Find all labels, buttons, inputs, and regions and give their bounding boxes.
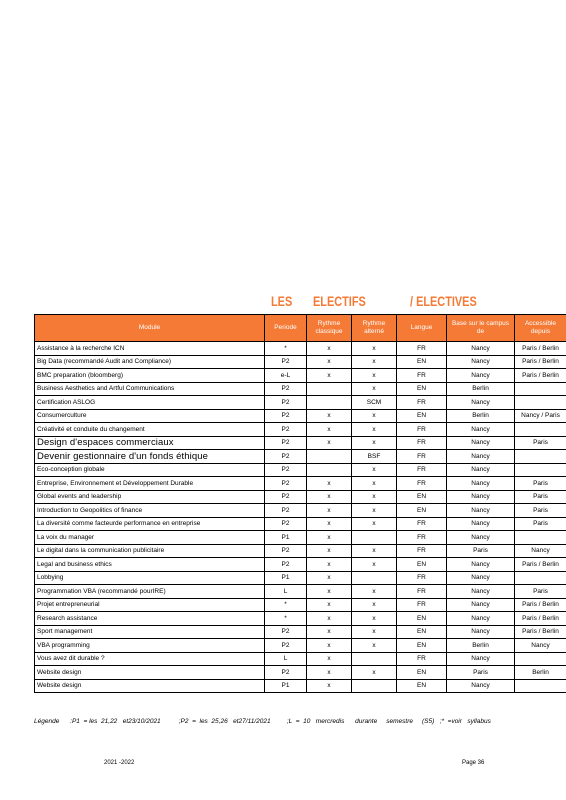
table-cell: * (265, 612, 307, 626)
table-cell: Paris (515, 477, 566, 491)
table-cell: Nancy (447, 612, 515, 626)
table-cell: Paris / Berlin (515, 625, 566, 639)
table-cell: x (307, 517, 352, 531)
table-row (35, 531, 566, 545)
table-cell: Paris (515, 585, 566, 599)
table-cell: Paris / Berlin (515, 355, 566, 369)
table-row (35, 436, 566, 450)
table-cell: x (307, 666, 352, 680)
table-cell: x (352, 598, 397, 612)
table-row (35, 598, 566, 612)
table-row (35, 342, 566, 356)
table-cell (352, 679, 397, 693)
table-cell: x (352, 342, 397, 356)
table-row (35, 666, 566, 680)
table-cell: Nancy (447, 477, 515, 491)
table-cell (515, 463, 566, 477)
table-row (35, 544, 566, 558)
table-cell (515, 652, 566, 666)
table-cell: EN (397, 409, 447, 423)
table-cell: x (307, 585, 352, 599)
table-cell: P2 (265, 450, 307, 464)
table-row (35, 679, 566, 693)
table-cell: FR (397, 450, 447, 464)
table-cell (515, 382, 566, 396)
table-cell: P2 (265, 396, 307, 410)
table-cell: L (265, 585, 307, 599)
table-cell: x (352, 625, 397, 639)
table-cell: Nancy (447, 342, 515, 356)
table-cell: FR (397, 436, 447, 450)
module-cell: Le digital dans la communication publicitaire (35, 544, 265, 558)
table-cell (352, 531, 397, 545)
table-cell: Berlin (447, 639, 515, 653)
title-part-les: LES (271, 293, 293, 309)
table-cell (352, 652, 397, 666)
table-cell: Berlin (447, 409, 515, 423)
table-cell: EN (397, 355, 447, 369)
table-cell: x (352, 436, 397, 450)
table-cell: Paris (447, 544, 515, 558)
table-cell: Nancy (447, 463, 515, 477)
module-cell: Website design (35, 666, 265, 680)
table-cell: P1 (265, 571, 307, 585)
table-cell: Nancy (447, 504, 515, 518)
table-cell (515, 679, 566, 693)
table-cell: Nancy (447, 571, 515, 585)
table-cell: x (352, 355, 397, 369)
table-cell: Nancy (515, 544, 566, 558)
table-cell: Paris (515, 504, 566, 518)
module-cell: La voix du manager (35, 531, 265, 545)
table-cell: Nancy (447, 369, 515, 383)
table-cell: x (352, 517, 397, 531)
module-cell: Eco-conception globale (35, 463, 265, 477)
table-cell: x (307, 490, 352, 504)
table-cell: x (307, 679, 352, 693)
table-cell: x (352, 639, 397, 653)
table-cell: FR (397, 423, 447, 437)
table-cell: P2 (265, 490, 307, 504)
table-row (35, 450, 566, 464)
table-cell: EN (397, 490, 447, 504)
table-cell: Paris / Berlin (515, 369, 566, 383)
table-cell (515, 396, 566, 410)
table-cell: Paris / Berlin (515, 342, 566, 356)
table-cell: EN (397, 612, 447, 626)
table-row (35, 355, 566, 369)
table-cell: x (307, 477, 352, 491)
table-cell: e-L (265, 369, 307, 383)
title-part-electives: / ELECTIVES (410, 293, 477, 309)
table-cell: Nancy (447, 490, 515, 504)
table-cell: Paris / Berlin (515, 558, 566, 572)
table-row (35, 558, 566, 572)
table-cell: x (352, 463, 397, 477)
table-cell: Nancy (447, 423, 515, 437)
module-cell: Design d'espaces commerciaux (35, 436, 265, 450)
table-cell: FR (397, 598, 447, 612)
table-cell: x (307, 531, 352, 545)
table-cell: x (352, 409, 397, 423)
table-row (35, 652, 566, 666)
column-header: Periode (265, 315, 307, 342)
column-header: Rythme classique (307, 315, 352, 342)
table-cell: FR (397, 571, 447, 585)
legend: Légende :P1 = les 21,22 et23/10/2021 ;P2 = les 25,26 et27/11/2021 ;L = 10 mercredis durante semestre (S5) ;* =voir syllabus (34, 718, 491, 725)
table-cell: FR (397, 544, 447, 558)
module-cell: Legal and business ethics (35, 558, 265, 572)
column-header: Rythme alterné (352, 315, 397, 342)
table-row (35, 423, 566, 437)
module-cell: BMC preparation (bloomberg) (35, 369, 265, 383)
table-cell (307, 382, 352, 396)
table-cell: x (352, 369, 397, 383)
table-row (35, 409, 566, 423)
table-cell (307, 450, 352, 464)
table-row (35, 477, 566, 491)
table-cell: Nancy (447, 436, 515, 450)
table-cell: Berlin (515, 666, 566, 680)
table-row (35, 612, 566, 626)
module-cell: La diversité comme facteurde performance en entreprise (35, 517, 265, 531)
module-cell: Sport management (35, 625, 265, 639)
table-cell: FR (397, 585, 447, 599)
footer-page-number: Page 36 (462, 760, 485, 766)
table-cell (307, 463, 352, 477)
table-row (35, 490, 566, 504)
table-cell: x (307, 652, 352, 666)
table-cell: BSF (352, 450, 397, 464)
table-cell: EN (397, 382, 447, 396)
title-part-electifs: ELECTIFS (313, 293, 366, 309)
table-row (35, 504, 566, 518)
table-cell: x (352, 382, 397, 396)
column-header: Langue (397, 315, 447, 342)
table-cell: P2 (265, 625, 307, 639)
table-cell: Nancy (447, 625, 515, 639)
table-cell: Nancy (515, 639, 566, 653)
table-cell: x (352, 504, 397, 518)
table-cell: Nancy (447, 396, 515, 410)
table-cell: x (307, 558, 352, 572)
table-cell: x (307, 625, 352, 639)
table-cell: FR (397, 477, 447, 491)
table-cell: L (265, 652, 307, 666)
table-cell: * (265, 342, 307, 356)
table-cell: x (307, 369, 352, 383)
table-cell (307, 396, 352, 410)
page-title (0, 293, 566, 311)
table-row (35, 639, 566, 653)
electives-table (34, 314, 566, 693)
table-cell: EN (397, 666, 447, 680)
table-cell: x (352, 544, 397, 558)
table-cell: Nancy (447, 585, 515, 599)
table-row (35, 517, 566, 531)
table-cell: P2 (265, 517, 307, 531)
table-row (35, 369, 566, 383)
table-cell (515, 531, 566, 545)
module-cell: Programmation VBA (recommandé pourIRE) (35, 585, 265, 599)
table-cell (352, 571, 397, 585)
table-cell: x (307, 355, 352, 369)
column-header: Module (35, 315, 265, 342)
module-cell: Business Aesthetics and Artful Communications (35, 382, 265, 396)
table-cell: Paris (515, 436, 566, 450)
table-cell: FR (397, 342, 447, 356)
footer-year: 2021 -2022 (104, 760, 135, 766)
table-row (35, 382, 566, 396)
table-cell: x (307, 544, 352, 558)
table-cell: SCM (352, 396, 397, 410)
module-cell: Lobbying (35, 571, 265, 585)
table-cell: Paris (515, 490, 566, 504)
table-cell: x (307, 423, 352, 437)
module-cell: Vous avez dit durable ? (35, 652, 265, 666)
table-cell: x (307, 409, 352, 423)
table-cell: P2 (265, 639, 307, 653)
table-cell: Nancy (447, 679, 515, 693)
module-cell: Research assistance (35, 612, 265, 626)
table-body (35, 342, 566, 693)
table-cell: x (352, 477, 397, 491)
module-cell: Projet entrepreneurial (35, 598, 265, 612)
table-cell: Nancy (447, 531, 515, 545)
module-cell: Entreprise, Environnement et Développement Durable (35, 477, 265, 491)
table-cell: x (352, 490, 397, 504)
table-cell: Nancy (447, 558, 515, 572)
table-cell: P1 (265, 531, 307, 545)
table-cell: Paris (447, 666, 515, 680)
table-cell (515, 571, 566, 585)
table-row (35, 463, 566, 477)
table-cell: x (352, 585, 397, 599)
table-cell: EN (397, 558, 447, 572)
table-cell: P2 (265, 436, 307, 450)
table-cell: EN (397, 639, 447, 653)
table-cell: Nancy (447, 517, 515, 531)
table-header-row (35, 315, 566, 342)
module-cell: Certification ASLOG (35, 396, 265, 410)
table-cell: x (307, 612, 352, 626)
module-cell: Website design (35, 679, 265, 693)
table-cell: EN (397, 625, 447, 639)
table-cell: x (307, 504, 352, 518)
table-cell: Berlin (447, 382, 515, 396)
table-cell: x (352, 666, 397, 680)
table-cell: P2 (265, 355, 307, 369)
table-cell: x (307, 571, 352, 585)
table-cell: P2 (265, 558, 307, 572)
table-cell: P2 (265, 477, 307, 491)
table-cell: Nancy (447, 598, 515, 612)
table-row (35, 625, 566, 639)
table-cell: x (352, 423, 397, 437)
table-cell: P2 (265, 504, 307, 518)
table-cell: Paris / Berlin (515, 612, 566, 626)
column-header: Base sur le campus de (447, 315, 515, 342)
table-cell: x (352, 612, 397, 626)
module-cell: Consumerculture (35, 409, 265, 423)
table-cell: FR (397, 531, 447, 545)
module-cell: Big Data (recommandé Audit and Compliance) (35, 355, 265, 369)
table-cell: x (307, 342, 352, 356)
module-cell: Global events and leadership (35, 490, 265, 504)
table-cell: P2 (265, 423, 307, 437)
table-cell: P2 (265, 382, 307, 396)
table-cell: Nancy (447, 652, 515, 666)
table-row (35, 585, 566, 599)
table-cell (515, 423, 566, 437)
table-cell: P1 (265, 679, 307, 693)
table-cell: x (352, 558, 397, 572)
table-cell: P2 (265, 409, 307, 423)
table-cell (515, 450, 566, 464)
table-row (35, 571, 566, 585)
table-cell: x (307, 598, 352, 612)
module-cell: Assistance à la recherche ICN (35, 342, 265, 356)
table-cell: P2 (265, 544, 307, 558)
module-cell: Créativité et conduite du changement (35, 423, 265, 437)
table-cell: Nancy (447, 355, 515, 369)
module-cell: Introduction to Geopolitics of finance (35, 504, 265, 518)
table-cell: x (307, 436, 352, 450)
column-header: Accessible depuis (515, 315, 566, 342)
table-cell: EN (397, 504, 447, 518)
table-row (35, 396, 566, 410)
table-cell: x (307, 639, 352, 653)
table-cell: Paris (515, 517, 566, 531)
table-cell: P2 (265, 666, 307, 680)
table-cell: FR (397, 517, 447, 531)
table-cell: Paris / Berlin (515, 598, 566, 612)
table-cell: Nancy (447, 450, 515, 464)
table-cell: FR (397, 463, 447, 477)
table-cell: FR (397, 396, 447, 410)
table-cell: FR (397, 369, 447, 383)
table-cell: P2 (265, 463, 307, 477)
table-cell: * (265, 598, 307, 612)
table-cell: EN (397, 679, 447, 693)
table-cell: FR (397, 652, 447, 666)
module-cell: Devenir gestionnaire d'un fonds éthique (35, 450, 265, 464)
table-cell: Nancy / Paris (515, 409, 566, 423)
module-cell: VBA programming (35, 639, 265, 653)
